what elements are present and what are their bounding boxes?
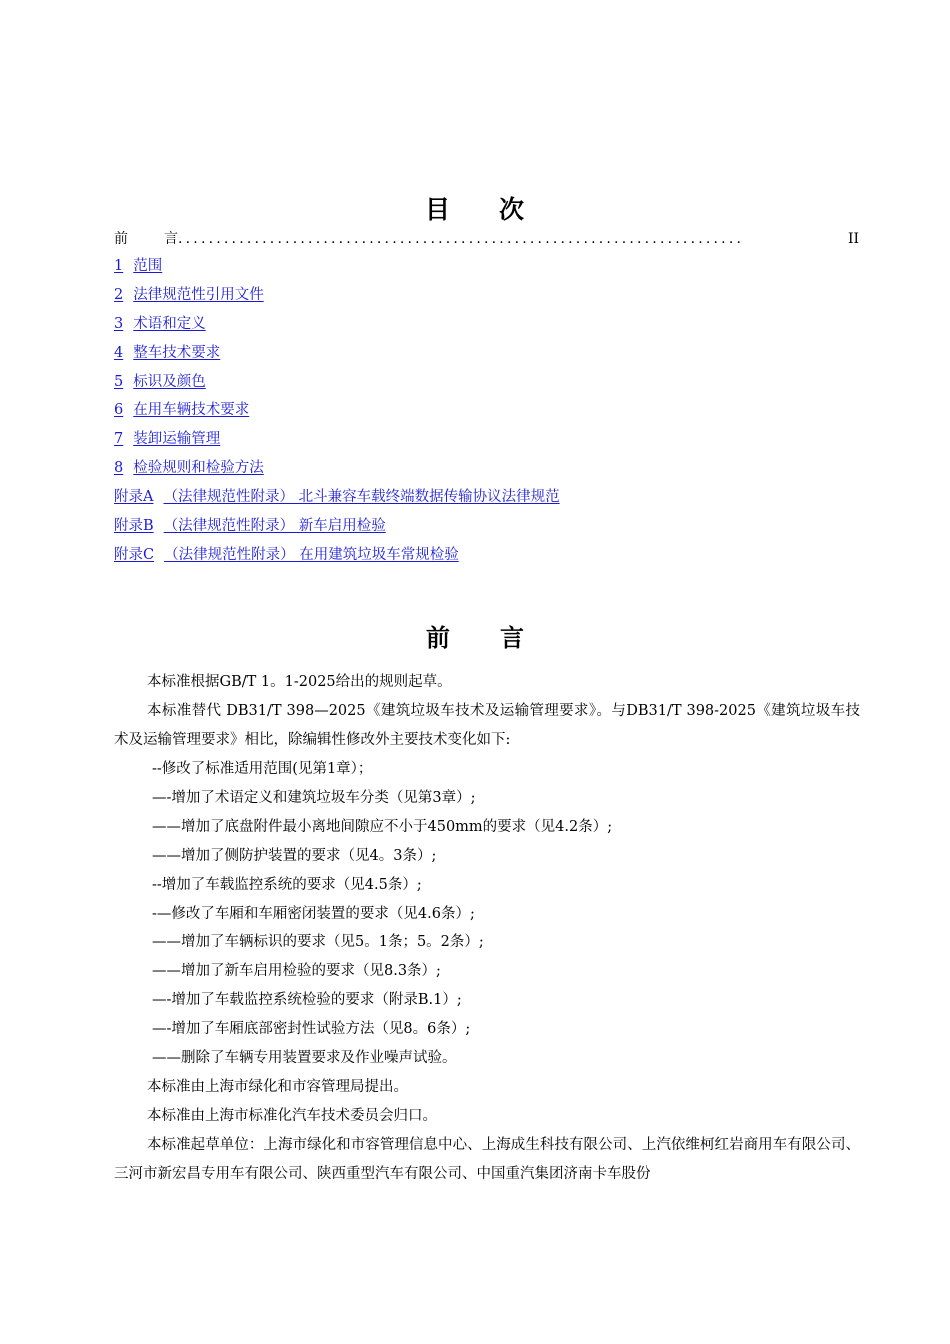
- change-item: ——增加了底盘附件最小离地间隙应不小于450mm的要求（见4.2条）;: [152, 818, 613, 835]
- toc-link-4[interactable]: [114, 345, 220, 361]
- toc-item-text: 标识及颜色: [133, 373, 206, 390]
- change-item: ——删除了车辆专用装置要求及作业噪声试验。: [152, 1050, 457, 1067]
- toc-item-number: 1: [114, 258, 124, 274]
- change-item: ——增加了侧防护装置的要求（见4。3条）;: [152, 847, 437, 864]
- change-item: --增加了车载监控系统的要求（见4.5条）;: [152, 876, 422, 893]
- foreword-paragraph-proposer: 本标准由上海市绿化和市容管理局提出。: [147, 1078, 408, 1095]
- toc-foreword-label-right: 言: [164, 231, 178, 247]
- change-item: -—修改了车厢和车厢密闭装置的要求（见4.6条）;: [152, 905, 475, 922]
- foreword-paragraph-1: 本标准根据GB/T 1。1-2025给出的规则起草。: [147, 674, 452, 690]
- toc-item: [114, 371, 560, 400]
- change-item: —-增加了车厢底部密封性试验方法（见8。6条）;: [152, 1021, 471, 1038]
- toc-item: [114, 313, 560, 342]
- toc-item: [114, 544, 560, 573]
- toc-item-text: （法律规范性附录） 在用建筑垃圾车常规检验: [164, 546, 459, 563]
- toc-foreword-label: [114, 228, 178, 248]
- toc-title-left: 目: [424, 195, 451, 224]
- toc-item: [114, 342, 560, 371]
- toc-item-number: 6: [114, 402, 124, 419]
- toc-link-appendix-b[interactable]: [114, 518, 386, 534]
- toc-link-appendix-c[interactable]: [114, 547, 459, 563]
- toc-item: [114, 284, 560, 313]
- toc-item: [114, 399, 560, 428]
- toc-item-number: 8: [114, 460, 124, 477]
- toc-item-number: 2: [114, 286, 124, 303]
- toc-title-right: 次: [499, 195, 526, 224]
- change-item: —-增加了术语定义和建筑垃圾车分类（见第3章）;: [152, 789, 476, 806]
- toc-foreword-page: II: [847, 231, 859, 247]
- toc-item: [114, 486, 560, 515]
- toc-item-text: 法律规范性引用文件: [133, 286, 264, 303]
- toc-link-6[interactable]: [114, 402, 249, 418]
- toc-item-text: 检验规则和检验方法: [133, 460, 264, 477]
- toc-link-3[interactable]: [114, 316, 206, 332]
- foreword-paragraph-committee: 本标准由上海市标准化汽车技术委员会归口。: [147, 1107, 437, 1124]
- toc-item: [114, 255, 560, 284]
- toc-link-2[interactable]: [114, 287, 264, 303]
- foreword-paragraph-2: 本标准替代 DB31/T 398—2025《建筑垃圾车技术及运输管理要求》。与DB31/T 398-2025《建筑垃圾车技术及运输管理要求》相比，除编辑性修改外主要技术变化如下:: [114, 703, 860, 748]
- change-item: --修改了标准适用范围(见第1章）；: [152, 761, 373, 777]
- toc-item: [114, 428, 560, 457]
- change-item: —-增加了车载监控系统检验的要求（附录B.1）;: [152, 992, 462, 1009]
- toc-item-text: 在用车辆技术要求: [133, 402, 250, 419]
- toc-item-number: 附录A: [114, 489, 154, 506]
- toc-item-text: （法律规范性附录） 北斗兼容车载终端数据传输协议法律规范: [163, 489, 560, 506]
- toc-link-7[interactable]: [114, 431, 220, 447]
- toc-title: [0, 190, 950, 226]
- toc-leader-dots: ..........................................................................: [178, 231, 745, 247]
- toc-foreword-label-left: 前: [114, 231, 128, 247]
- toc-link-8[interactable]: [114, 460, 264, 476]
- toc-item-number: 5: [114, 373, 124, 390]
- toc-item-number: 3: [114, 315, 124, 332]
- toc-list: [114, 255, 560, 573]
- toc-item-text: 整车技术要求: [133, 344, 221, 361]
- change-item: ——增加了车辆标识的要求（见5。1条；5。2条）;: [152, 934, 484, 951]
- toc-item: [114, 515, 560, 544]
- change-item: ——增加了新车启用检验的要求（见8.3条）;: [152, 963, 441, 980]
- toc-item: [114, 457, 560, 486]
- change-list: [114, 755, 860, 1073]
- toc-link-1[interactable]: [114, 258, 162, 274]
- toc-item-text: （法律规范性附录） 新车启用检验: [163, 518, 386, 535]
- toc-item-number: 4: [114, 344, 124, 361]
- toc-item-number: 附录B: [114, 518, 154, 535]
- foreword-body: [114, 668, 860, 1189]
- toc-foreword-entry[interactable]: [114, 228, 859, 248]
- toc-link-appendix-a[interactable]: [114, 489, 560, 505]
- toc-item-number: 附录C: [114, 546, 155, 563]
- foreword-title-left: 前: [426, 624, 450, 652]
- foreword-paragraph-drafters: 本标准起草单位：上海市绿化和市容管理信息中心、上海成生科技有限公司、上汽依维柯红岩商用车有限公司、三河市新宏昌专用车有限公司、陕西重型汽车有限公司、中国重汽集团济南卡车股份: [114, 1136, 860, 1182]
- toc-item-text: 装卸运输管理: [133, 431, 221, 448]
- foreword-title: [0, 618, 950, 653]
- toc-item-number: 7: [114, 431, 124, 448]
- toc-link-5[interactable]: [114, 374, 206, 390]
- toc-item-text: 范围: [133, 258, 163, 274]
- foreword-title-right: 言: [500, 624, 524, 652]
- toc-item-text: 术语和定义: [133, 315, 206, 332]
